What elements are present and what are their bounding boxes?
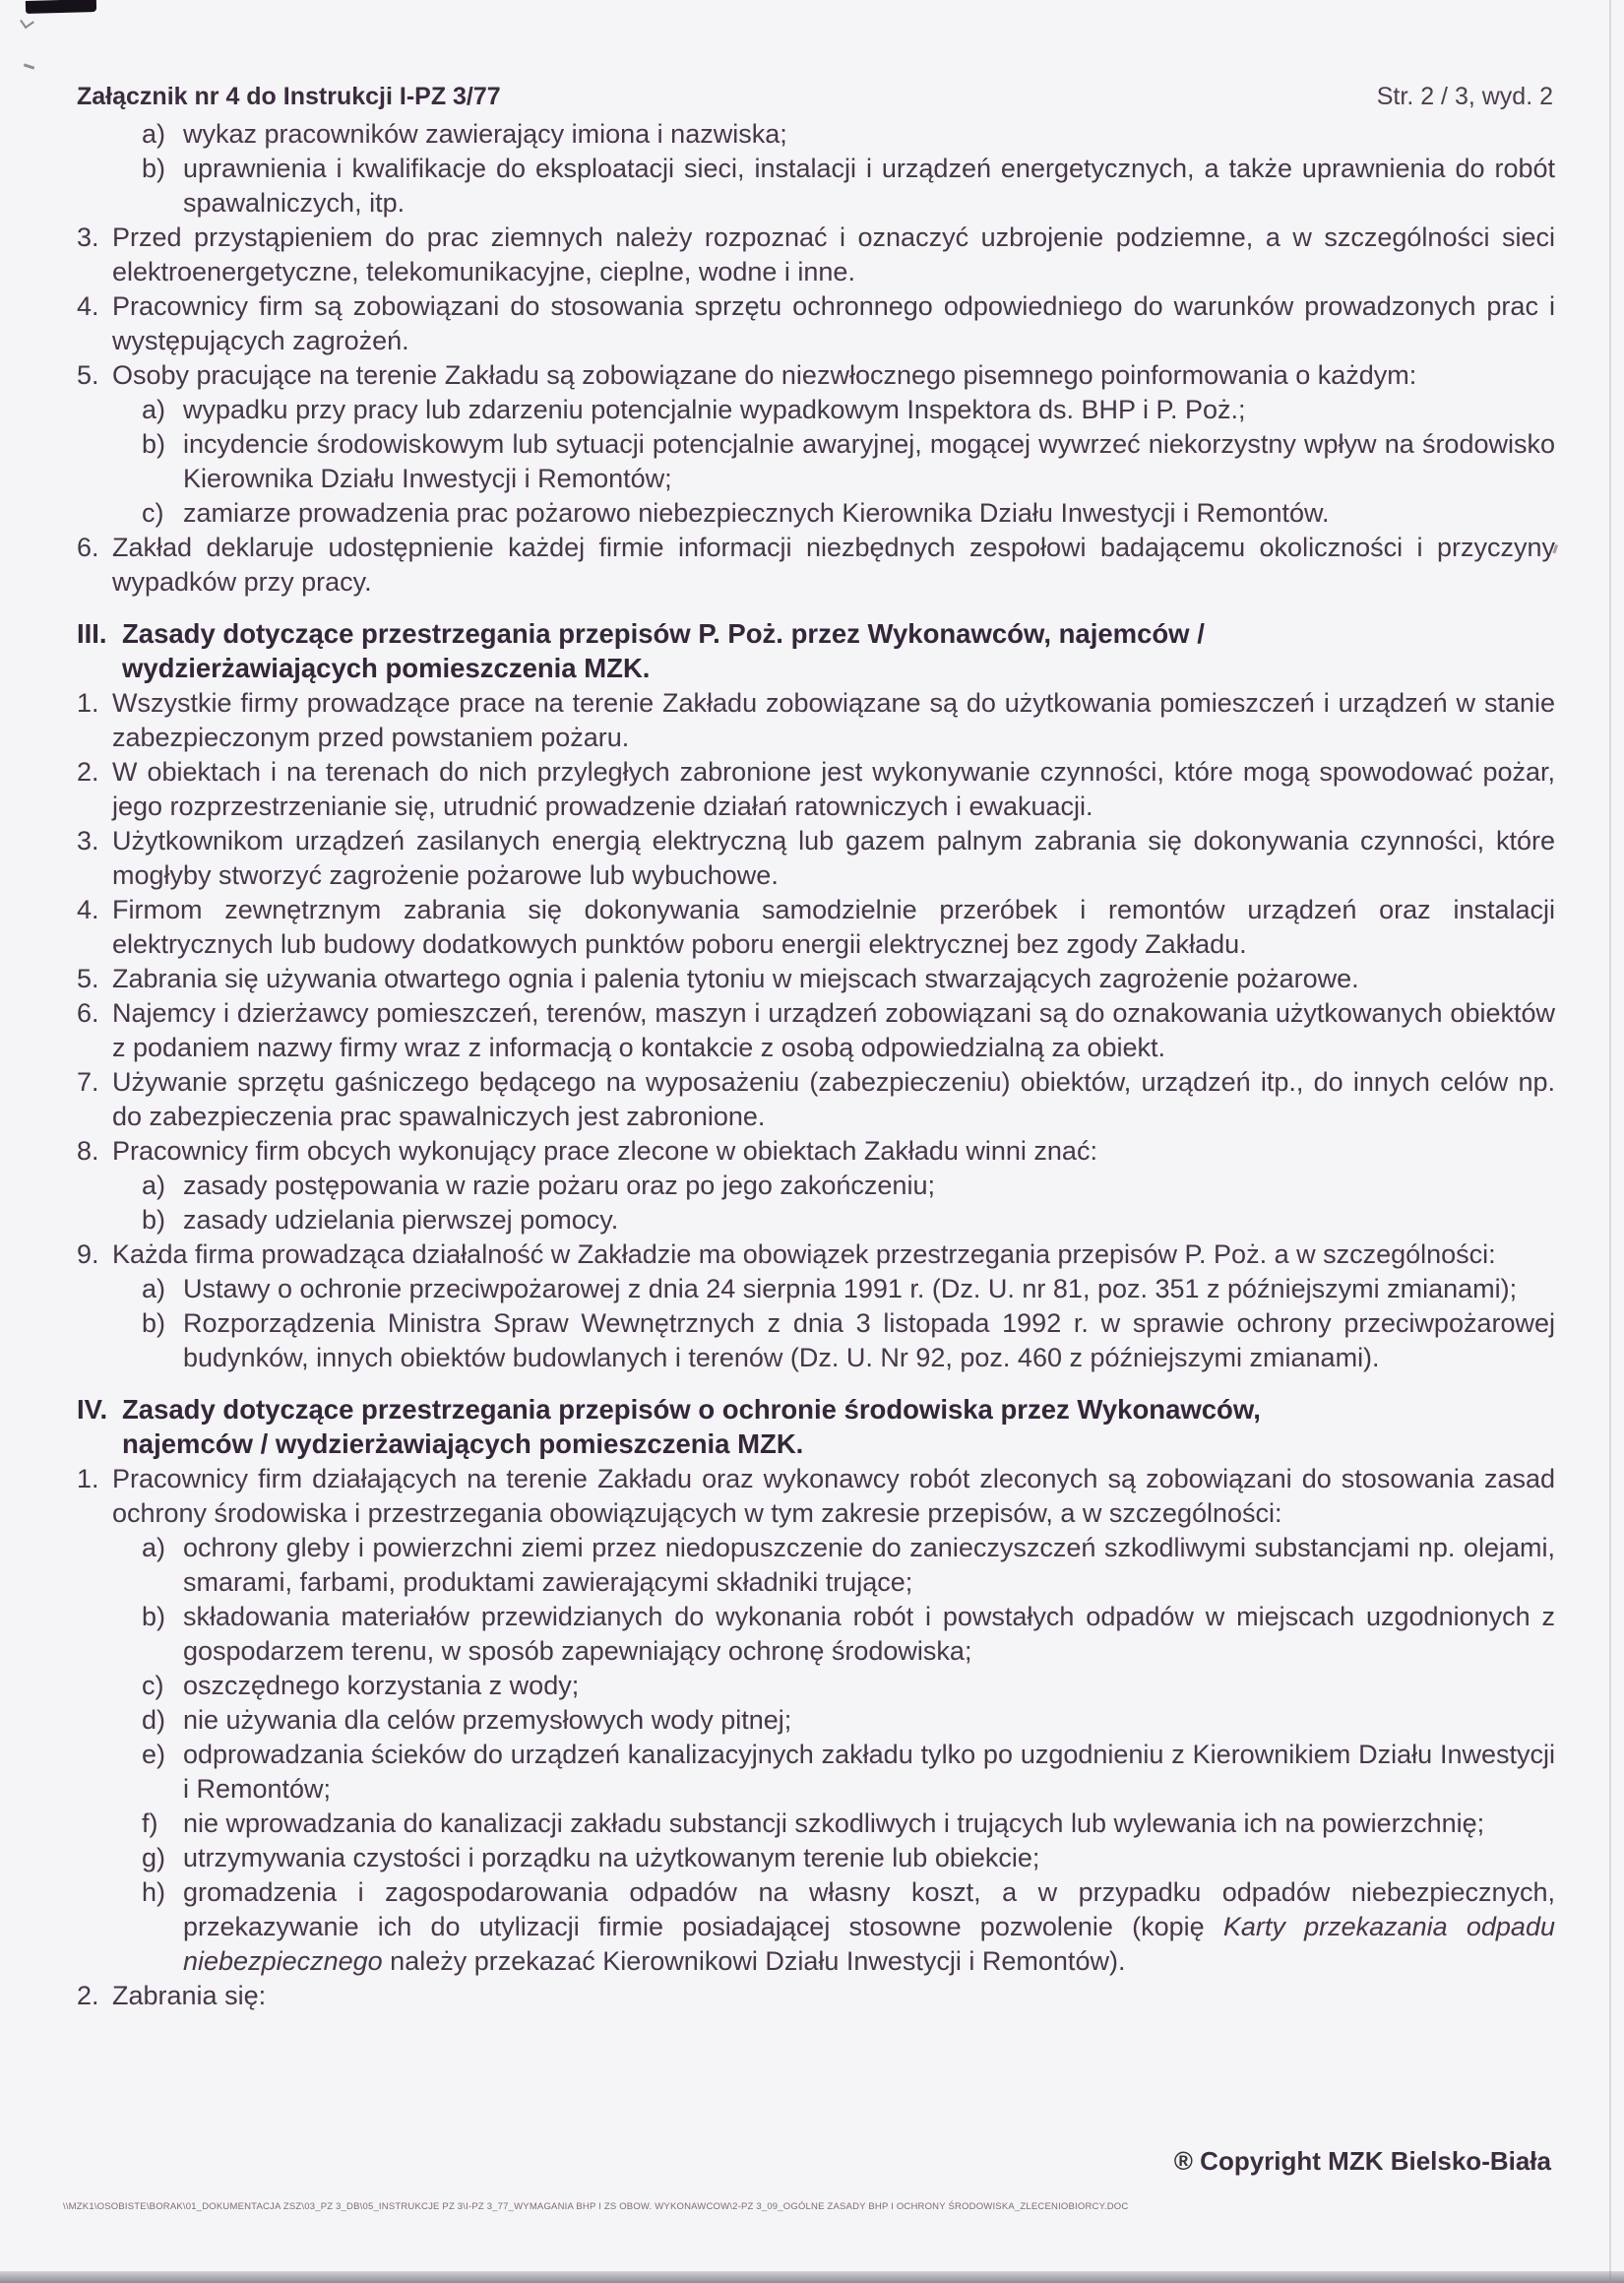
item-text: ochrony gleby i powierzchni ziemi przez niedopuszczenie do zanieczyszczeń szkodliwymi substancjami np. olejami, smarami, farbami, produktami zawierającymi składniki trujące;: [183, 1533, 1555, 1597]
page-number: Str. 2 / 3, wyd. 2: [1376, 83, 1553, 110]
list-item: [0, 1065, 1624, 1134]
list-item: [0, 1237, 1624, 1272]
section-heading-iii: [0, 616, 1624, 685]
item-text: uprawnienia i kwalifikacje do eksploatacji sieci, instalacji i urządzeń energetycznych, a także uprawnienia do robót spawalniczych, itp.: [183, 154, 1555, 218]
item-marker: c): [142, 498, 164, 528]
list-item: [0, 1738, 1624, 1807]
list-item: [0, 1531, 1624, 1600]
item-text-post: należy przekazać Kierownikowi Działu Inwestycji i Remontów).: [382, 1946, 1126, 1976]
list-item: [0, 996, 1624, 1065]
item-marker: b): [142, 429, 166, 459]
list-item: [0, 755, 1624, 824]
item-text: Używanie sprzętu gaśniczego będącego na wyposażeniu (zabezpieczeniu) obiektów, urządzeń itp., do innych celów np. do zabezpieczenia prac spawalniczych jest zabronione.: [112, 1067, 1555, 1131]
item-marker: 5.: [77, 360, 99, 390]
item-text: odprowadzania ścieków do urządzeń kanalizacyjnych zakładu tylko po uzgodnieniu z Kierownikiem Działu Inwestycji i Remontów;: [183, 1740, 1555, 1804]
item-marker: 8.: [77, 1136, 99, 1166]
item-marker: h): [142, 1877, 166, 1907]
item-text: Rozporządzenia Ministra Spraw Wewnętrznych z dnia 3 listopada 1992 r. w sprawie ochrony przeciwpożarowej budynków, innych obiektów budowlanych i terenów (Dz. U. Nr 92, poz. 460 z późniejszymi zmianami).: [183, 1308, 1555, 1372]
item-text: Każda firma prowadząca działalność w Zakładzie ma obowiązek przestrzegania przepisów P. Poż. a w szczególności:: [112, 1239, 1496, 1269]
heading-text: wydzierżawiających pomieszczenia MZK.: [122, 653, 651, 683]
item-text: składowania materiałów przewidzianych do wykonania robót i powstałych odpadów w miejscach uzgodnionych z gospodarzem terenu, w sposób zapewniający ochronę środowiska;: [183, 1602, 1555, 1666]
item-text-italic: Karty przekazania odpadu niebezpiecznego: [183, 1912, 1555, 1976]
page-header: [0, 0, 1624, 111]
list-item: [0, 1979, 1624, 2013]
list-item: [0, 824, 1624, 893]
scan-artifact-right-edge: [1609, 0, 1611, 2283]
item-marker: 1.: [77, 688, 99, 718]
item-text: incydencie środowiskowym lub sytuacji potencjalnie awaryjnej, mogącej wywrzeć niekorzystny wpływ na środowisko Kierownika Działu Inwestycji i Remontów;: [183, 429, 1555, 493]
item-text: Najemcy i dzierżawcy pomieszczeń, terenów, maszyn i urządzeń zobowiązani są do oznakowania użytkowanych obiektów z podaniem nazwy firmy wraz z informacją o kontakcie z osobą odpowiedzialną za obiekt.: [112, 998, 1555, 1062]
heading-text: najemców / wydzierżawiających pomieszczenia MZK.: [122, 1428, 804, 1459]
item-text: Wszystkie firmy prowadzące prace na terenie Zakładu zobowiązane są do użytkowania pomieszczeń i urządzeń w stanie zabezpieczonym przed powstaniem pożaru.: [112, 688, 1555, 752]
list-item: [0, 1203, 1624, 1237]
heading-line: [0, 1392, 1624, 1427]
list-item: [0, 1306, 1624, 1375]
item-text: W obiektach i na terenach do nich przyległych zabronione jest wykonywanie czynności, które mogą spowodować pożar, jego rozprzestrzenianie się, utrudnić prowadzenie działań ratowniczych i ewakuacji.: [112, 757, 1555, 821]
list-item: [0, 962, 1624, 996]
item-marker: a): [142, 1274, 166, 1303]
item-text: utrzymywania czystości i porządku na użytkowanym terenie lub obiekcie;: [183, 1843, 1040, 1872]
item-marker: 5.: [77, 964, 99, 993]
item-text: Osoby pracujące na terenie Zakładu są zobowiązane do niezwłocznego pisemnego poinformowania o każdym:: [112, 360, 1417, 390]
item-marker: 4.: [77, 895, 99, 924]
item-marker: a): [142, 119, 166, 149]
item-text: zasady udzielania pierwszej pomocy.: [183, 1205, 619, 1235]
list-item: [0, 393, 1624, 427]
list-item: [0, 358, 1624, 393]
item-text: zasady postępowania w razie pożaru oraz po jego zakończeniu;: [183, 1171, 935, 1200]
item-text: nie wprowadzania do kanalizacji zakładu substancji szkodliwych i trujących lub wylewania ich na powierzchnię;: [183, 1808, 1485, 1838]
list-item: [0, 893, 1624, 962]
item-text: Pracownicy firm obcych wykonujący prace zlecone w obiektach Zakładu winni znać:: [112, 1136, 1097, 1166]
item-marker: a): [142, 1533, 166, 1562]
scan-artifact-top-blob: [26, 0, 96, 14]
item-marker: a): [142, 395, 166, 424]
item-marker: d): [142, 1705, 166, 1735]
list-item: [0, 1841, 1624, 1875]
heading-text: Zasady dotyczące przestrzegania przepisów P. Poż. przez Wykonawców, najemców /: [122, 618, 1205, 649]
heading-text: Zasady dotyczące przestrzegania przepisów o ochronie środowiska przez Wykonawców,: [122, 1394, 1261, 1425]
list-item: [0, 1807, 1624, 1841]
item-marker: c): [142, 1671, 164, 1700]
list-item: [0, 427, 1624, 496]
list-item: [0, 1462, 1624, 1531]
copyright-notice: ® Copyright MZK Bielsko-Biała: [1173, 2146, 1551, 2176]
list-item: [0, 1169, 1624, 1203]
item-marker: b): [142, 1602, 166, 1631]
heading-marker: IV.: [77, 1394, 108, 1425]
item-text: Użytkownikom urządzeń zasilanych energią elektryczną lub gazem palnym zabrania się dokonywania czynności, które mogłyby stworzyć zagrożenie pożarowe lub wybuchowe.: [112, 826, 1555, 890]
item-marker: 3.: [77, 826, 99, 856]
item-text: wykaz pracowników zawierający imiona i nazwiska;: [183, 119, 787, 149]
item-text: Zabrania się używania otwartego ognia i palenia tytoniu w miejscach stwarzających zagrożenie pożarowe.: [112, 964, 1359, 993]
heading-marker: III.: [77, 618, 107, 649]
item-marker: f): [142, 1808, 158, 1838]
heading-line: [0, 651, 1624, 685]
item-text: Pracownicy firm są zobowiązani do stosowania sprzętu ochronnego odpowiedniego do warunków prowadzonych prac i występujących zagrożeń.: [112, 291, 1555, 355]
list-item: [0, 1600, 1624, 1669]
item-marker: 2.: [77, 757, 99, 787]
section-heading-iv: [0, 1392, 1624, 1461]
list-item: [0, 1703, 1624, 1738]
item-marker: 7.: [77, 1067, 99, 1097]
list-item: [0, 221, 1624, 289]
scan-artifact-bottom-band: [0, 2271, 1624, 2283]
item-text: Zabrania się:: [112, 1981, 267, 2010]
list-item: [0, 289, 1624, 358]
item-marker: b): [142, 1308, 166, 1338]
heading-line: [0, 616, 1624, 651]
item-marker: 3.: [77, 222, 99, 252]
list-item: [0, 117, 1624, 152]
item-text: [183, 1875, 1555, 1979]
item-marker: 9.: [77, 1239, 99, 1269]
list-item: [0, 1875, 1624, 1979]
list-item: [0, 1669, 1624, 1703]
list-item: [0, 1272, 1624, 1306]
item-marker: 4.: [77, 291, 99, 321]
item-text: nie używania dla celów przemysłowych wody pitnej;: [183, 1705, 792, 1735]
file-path-footer: \\MZK1\OSOBISTE\BORAK\01_DOKUMENTACJA ZSZ\03_PZ 3_DB\05_INSTRUKCJE PZ 3\I-PZ 3_77_WYMAGANIA BHP I ZS OBOW. WYKONAWCOW\2-PZ 3_09_OGÓLNE ZASADY BHP I OCHRONY ŚRODOWISKA_ZLECENIOBIORCY.DOC: [63, 2201, 1129, 2212]
document-body: [0, 117, 1624, 2013]
item-text: Ustawy o ochronie przeciwpożarowej z dnia 24 sierpnia 1991 r. (Dz. U. nr 81, poz. 351 z późniejszymi zmianami);: [183, 1274, 1518, 1303]
item-marker: 6.: [77, 533, 99, 562]
list-item: [0, 1134, 1624, 1169]
list-item: [0, 152, 1624, 221]
heading-marker-spacer: [77, 1427, 122, 1461]
item-text: Pracownicy firm działających na terenie Zakładu oraz wykonawcy robót zleconych są zobowiązani do stosowania zasad ochrony środowiska i przestrzegania obowiązujących w tym zakresie przepisów, a w szczególności:: [112, 1464, 1555, 1528]
item-marker: g): [142, 1843, 166, 1872]
list-item: [0, 496, 1624, 531]
item-text: Firmom zewnętrznym zabrania się dokonywania samodzielnie przeróbek i remontów urządzeń oraz instalacji elektrycznych lub budowy dodatkowych punktów poboru energii elektrycznej bez zgody Zakładu.: [112, 895, 1555, 959]
heading-marker-spacer: [77, 651, 122, 685]
item-text: zamiarze prowadzenia prac pożarowo niebezpiecznych Kierownika Działu Inwestycji i Remontów.: [183, 498, 1330, 528]
document-title: Załącznik nr 4 do Instrukcji I-PZ 3/77: [77, 83, 501, 110]
item-text: oszczędnego korzystania z wody;: [183, 1671, 580, 1700]
heading-line: [0, 1427, 1624, 1461]
item-marker: 6.: [77, 998, 99, 1028]
item-text: wypadku przy pracy lub zdarzeniu potencjalnie wypadkowym Inspektora ds. BHP i P. Poż.;: [183, 395, 1246, 424]
item-text: Przed przystąpieniem do prac ziemnych należy rozpoznać i oznaczyć uzbrojenie podziemne, a w szczególności sieci elektroenergetyczne, telekomunikacyjne, cieplne, wodne i inne.: [112, 222, 1555, 286]
list-item: [0, 531, 1624, 600]
item-text: Zakład deklaruje udostępnienie każdej firmie informacji niezbędnych zespołowi badającemu okoliczności i przyczyny wypadków przy pracy.: [112, 533, 1555, 597]
item-marker: a): [142, 1171, 166, 1200]
item-marker: b): [142, 1205, 166, 1235]
item-marker: b): [142, 154, 166, 183]
item-marker: e): [142, 1740, 166, 1769]
item-marker: 2.: [77, 1981, 99, 2010]
item-marker: 1.: [77, 1464, 99, 1493]
item-text-pre: gromadzenia i zagospodarowania odpadów na własny koszt, a w przypadku odpadów niebezpiecznych, przekazywanie ich do utylizacji firmie posiadającej stosowne pozwolenie (kopię: [183, 1877, 1555, 1941]
list-item: [0, 686, 1624, 755]
